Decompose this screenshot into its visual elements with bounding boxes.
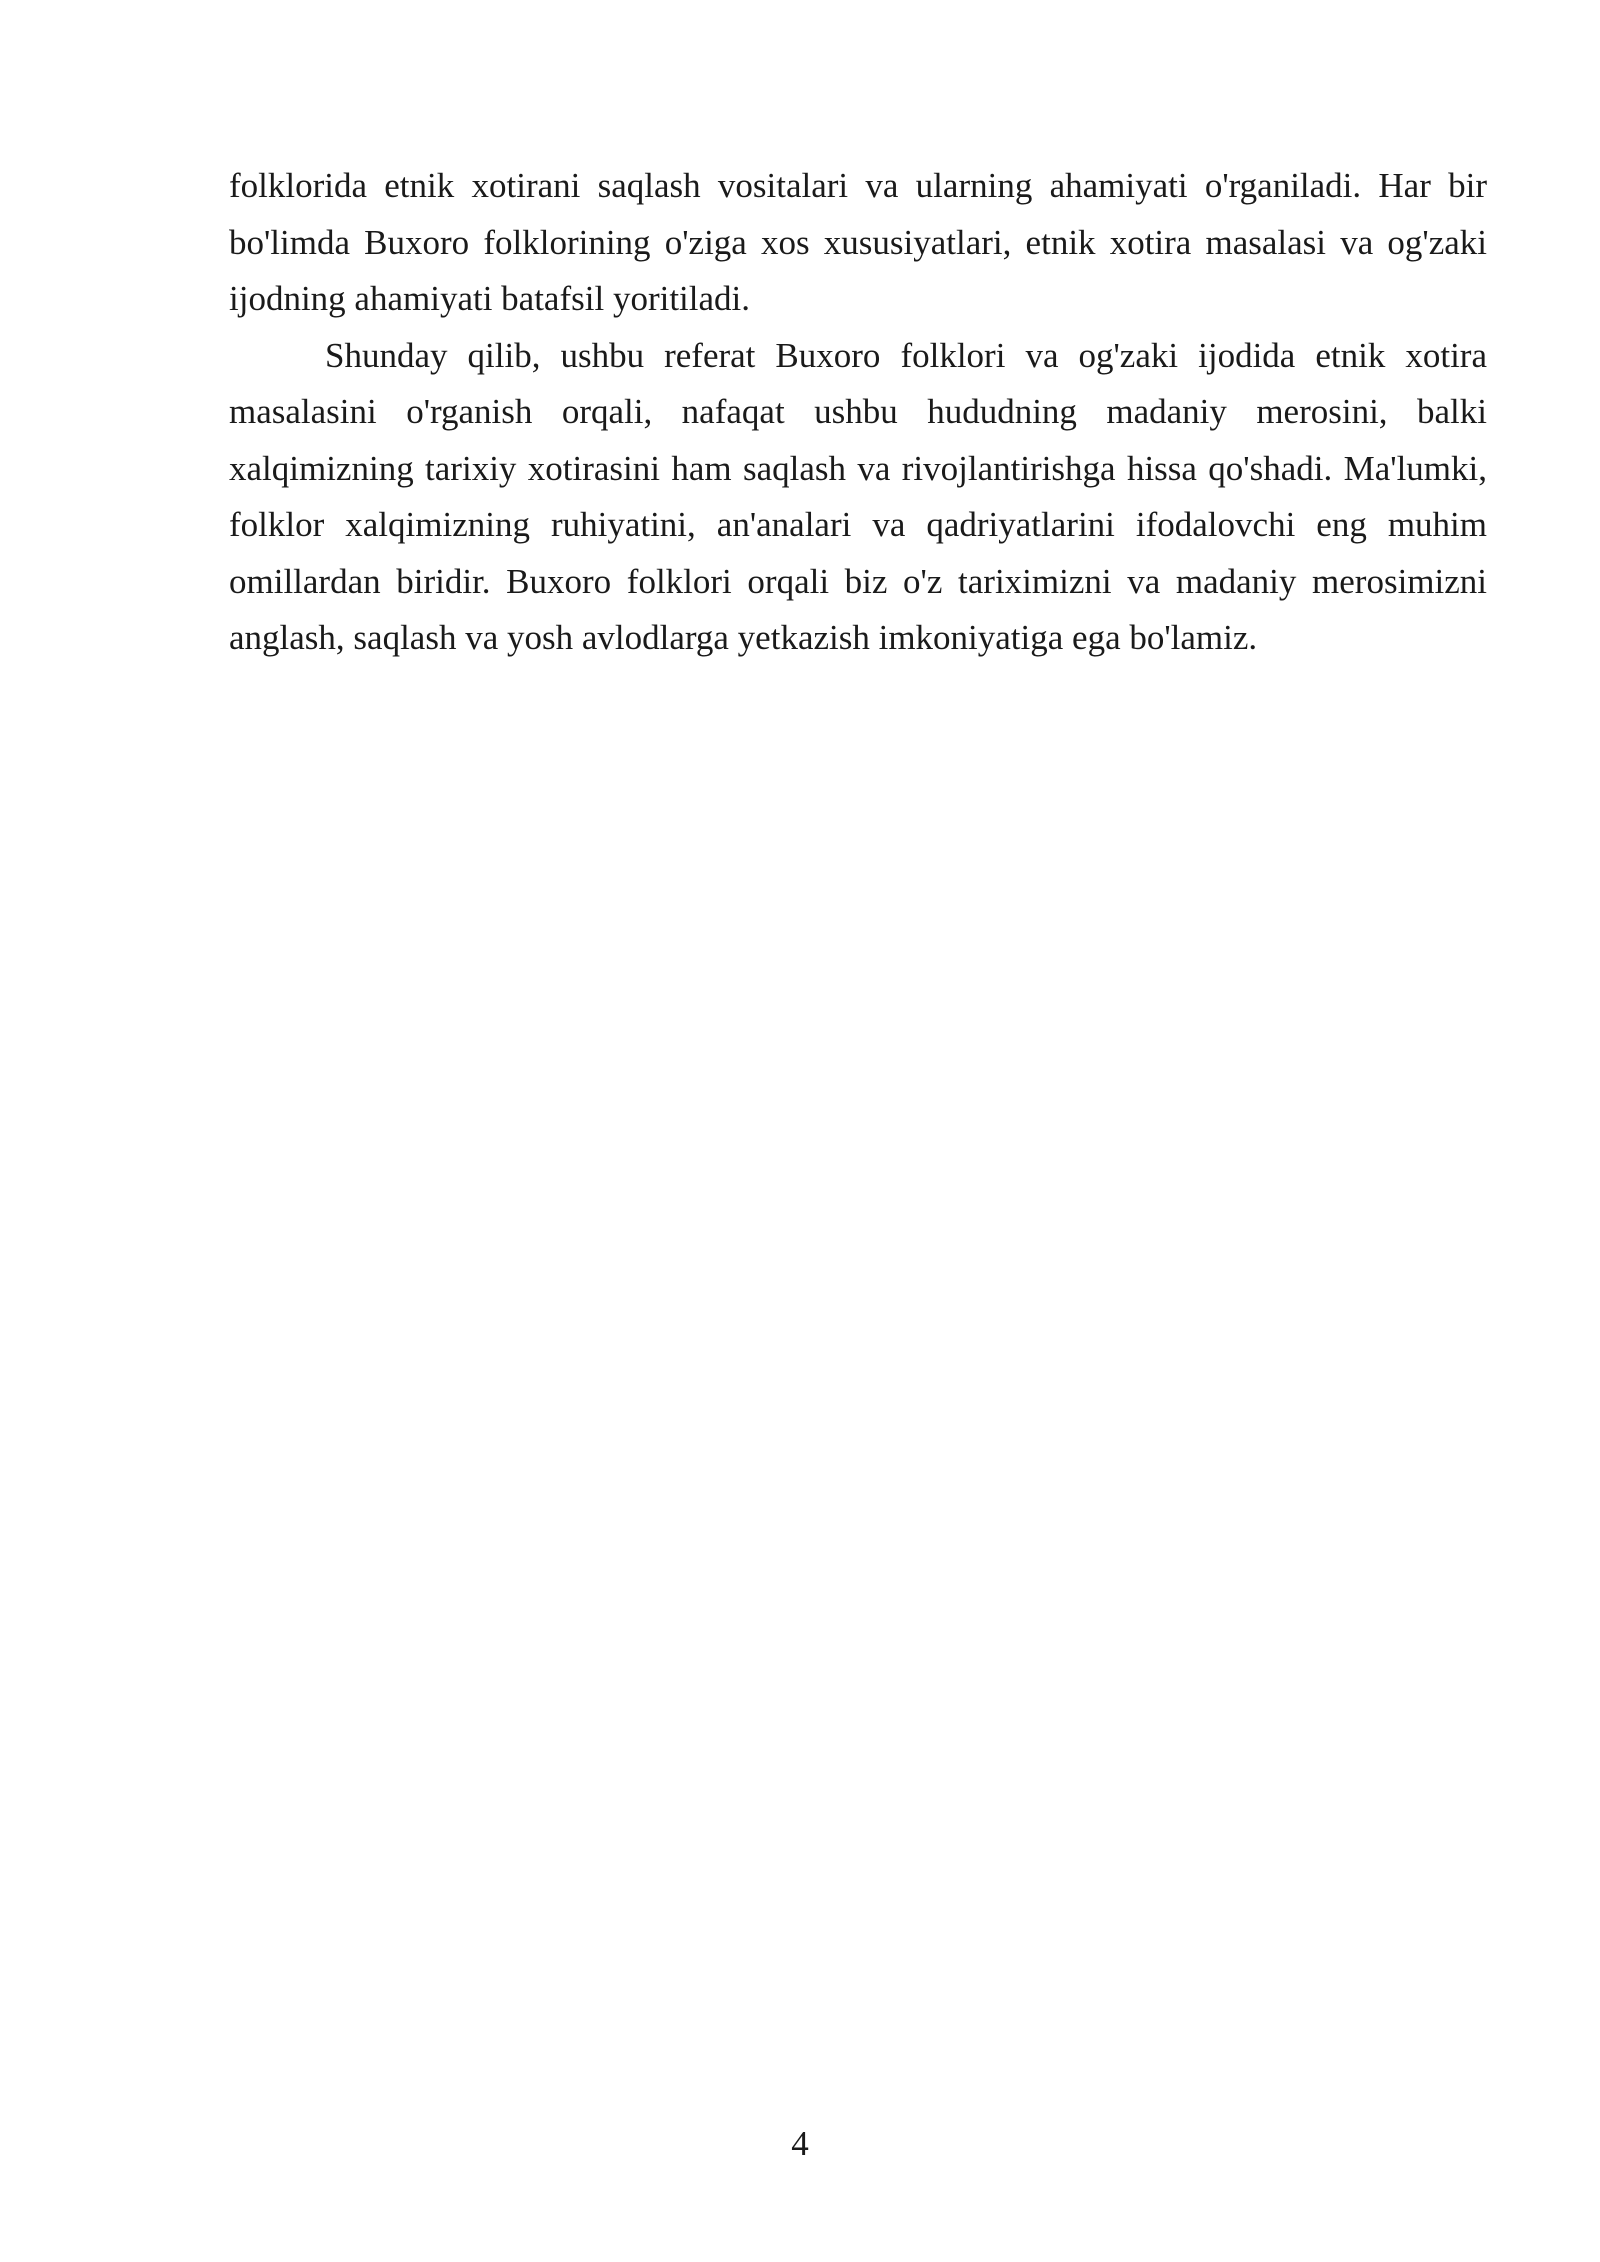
paragraph-conclusion: Shunday qilib, ushbu referat Buxoro folklori va og'zaki ijodida etnik xotira masalasini o'rganish orqali, nafaqat ushbu hududning madaniy merosini, balki xalqimizning tarixiy xotirasini ham saqlash va rivojlantirishga hissa qo'shadi. Ma'lumki, folklor xalqimizning ruhiyatini, an'analari va qadriyatlarini ifodalovchi eng muhim omillardan biridir. Buxoro folklori orqali biz o'z tariximizni va madaniy merosimizni anglash, saqlash va yosh avlodlarga yetkazish imkoniyatiga ega bo'lamiz.	[229, 335, 1487, 657]
paragraph-continuation: folklorida etnik xotirani saqlash vositalari va ularning ahamiyati o'rganiladi. Har bir bo'limda Buxoro folklorining o'ziga xos xususiyatlari, etnik xotira masalasi va og'zaki ijodning ahamiyati batafsil yoritiladi.	[229, 166, 1487, 318]
body-text	[229, 158, 1487, 667]
page-number: 4	[791, 2124, 809, 2163]
